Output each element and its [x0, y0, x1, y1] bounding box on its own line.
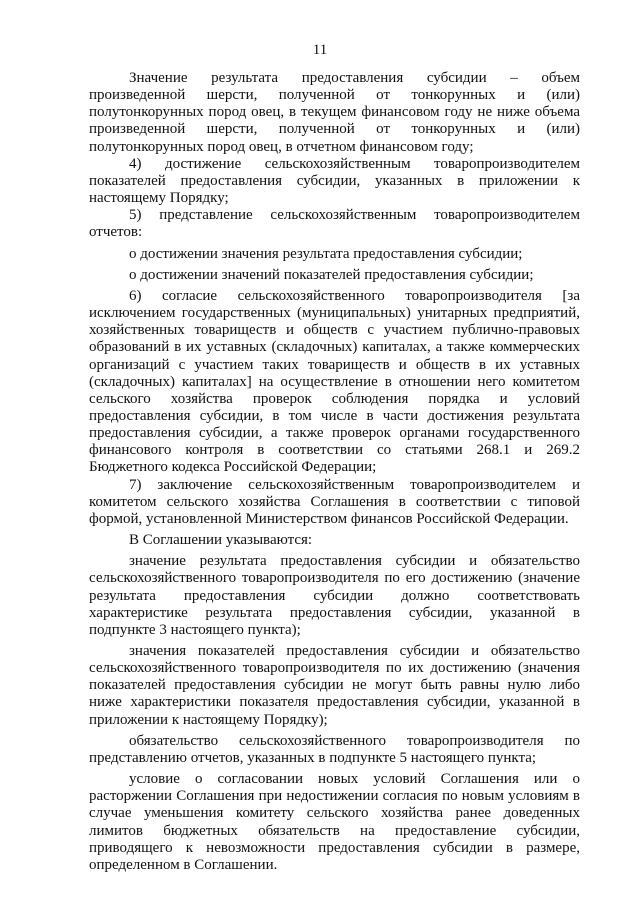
paragraph-report-result: о достижении значения результата предоставления субсидии;	[129, 245, 523, 262]
paragraph-result-value: Значение результата предоставления субсидии – объем произведенной шерсти, полученной от тонкорунных и (или) полутонкорунных пород овец, в текущем финансовом году не ниже объема произведенной шерсти, полученной от тонкорунных и (или) полутонкорунных пород овец, в отчетном финансовом году;	[89, 70, 580, 155]
paragraph-agreement-heading: В Соглашении указываются:	[129, 532, 313, 549]
paragraph-item-6: 6) согласие сельскохозяйственного товаропроизводителя [за исключением государственных (муниципальных) унитарных предприятий, хозяйственных товариществ и обществ с участием публично-правовых образований в их уставных (складочных) капиталах, а также коммерческих организаций с участием таких товариществ и обществ в их уставных (складочных) капиталах] на осуществление в отношении него комитетом сельского хозяйства проверок соблюдения порядка и условий предоставления субсидии, в том числе в части достижения результата предоставления субсидии, а также проверок органами государственного финансового контроля в соответствии со статьями 268.1 и 269.2 Бюджетного кодекса Российской Федерации;	[89, 287, 580, 476]
paragraph-report-indicators: о достижении значений показателей предоставления субсидии;	[129, 266, 534, 283]
document-body	[89, 70, 580, 874]
paragraph-agreement-indicators: значения показателей предоставления субсидии и обязательство сельскохозяйственного товаропроизводителя по их достижению (значения показателей предоставления субсидии не могут быть равны нулю либо ниже характеристики показателя предоставления субсидии, указанной в приложении к настоящему Порядку);	[89, 643, 580, 728]
page-number: 11	[312, 42, 328, 58]
paragraph-agreement-conditions: условие о согласовании новых условий Соглашения или о расторжении Соглашения при недостижении согласия по новым условиям в случае уменьшения комитету сельского хозяйства ранее доведенных лимитов бюджетных обязательств на предоставление субсидии, приводящего к невозможности предоставления субсидии в размере, определенном в Соглашении.	[89, 771, 580, 873]
paragraph-agreement-reports: обязательство сельскохозяйственного товаропроизводителя по представлению отчетов, указанных в подпункте 5 настоящего пункта;	[89, 732, 580, 766]
paragraph-item-5: 5) представление сельскохозяйственным товаропроизводителем отчетов:	[89, 207, 580, 241]
paragraph-agreement-result: значение результата предоставления субсидии и обязательство сельскохозяйственного товаропроизводителя по его достижению (значение результата предоставления субсидии должно соответствовать характеристике результата предоставления субсидии, указанной в подпункте 3 настоящего пункта);	[89, 553, 580, 638]
paragraph-item-4: 4) достижение сельскохозяйственным товаропроизводителем показателей предоставления субсидии, указанных в приложении к настоящему Порядку;	[89, 155, 580, 207]
paragraph-item-7: 7) заключение сельскохозяйственным товаропроизводителем и комитетом сельского хозяйства Соглашения в соответствии с типовой формой, установленной Министерством финансов Российской Федерации.	[89, 476, 580, 527]
